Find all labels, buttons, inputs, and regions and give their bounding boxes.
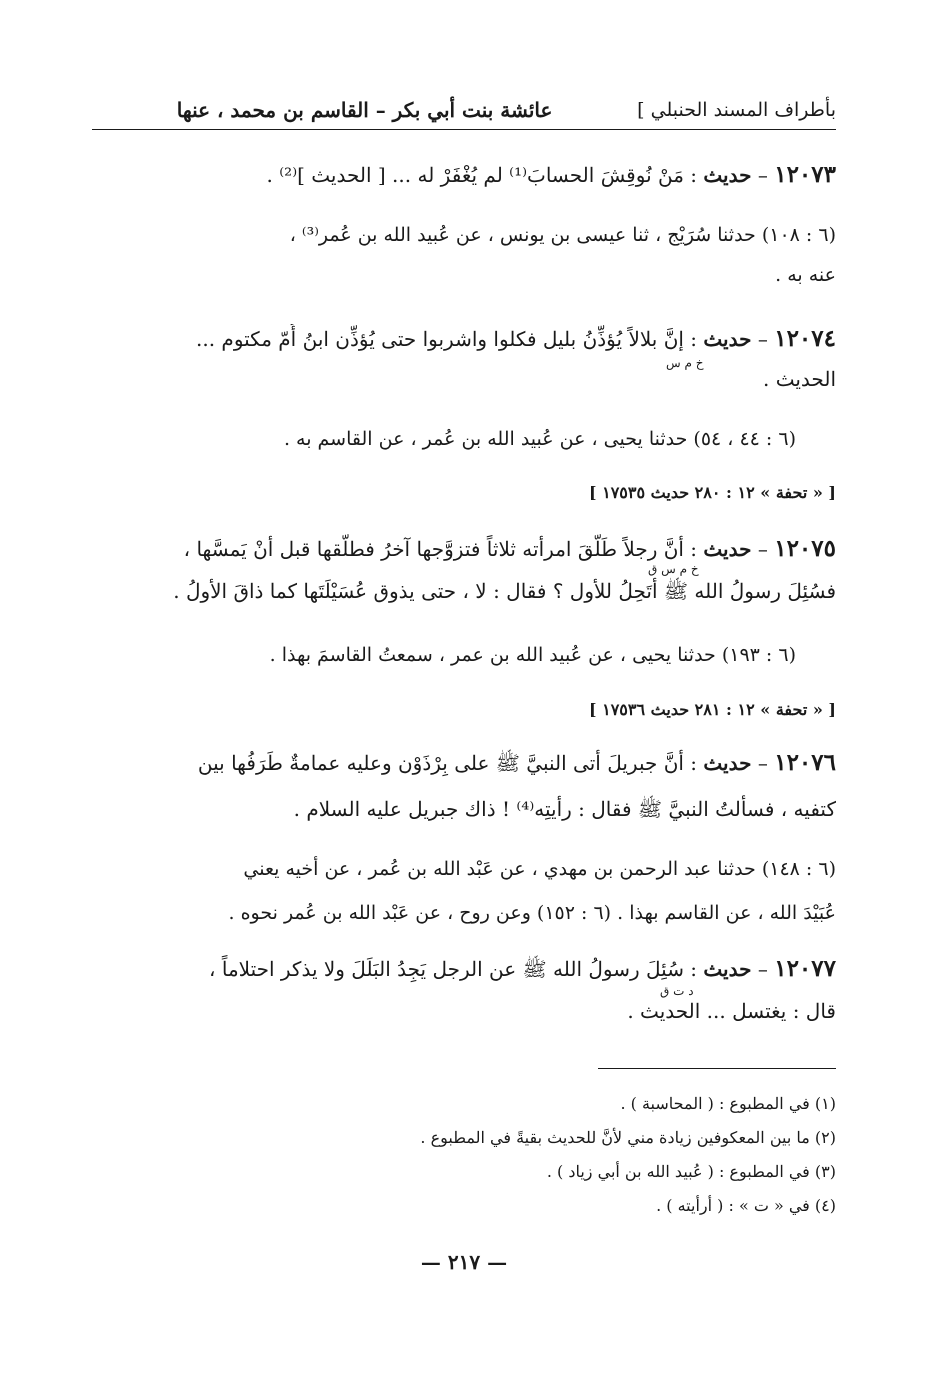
header-rule — [92, 129, 836, 130]
entry-12075-tuhfa-ref: [ « تحفة » ١٢ : ٢٨١ حديث ١٧٥٣٦ ] — [588, 700, 836, 719]
hadith-number: ١٢٠٧٥ — [774, 535, 836, 562]
hadith-label: حديث — [703, 537, 752, 561]
entry-12074-line-1: ١٢٠٧٤ – حديث : إنَّ بلالاً يُؤذِّنُ بليل فكلوا واشربوا حتى يُؤذِّن ابنُ أُمّ مكتوم ... — [196, 325, 836, 352]
hadith-label: حديث — [703, 163, 752, 187]
hadith-text: أنَّ جبريلَ أتى النبيَّ ﷺ على بِرْذَوْن وعليه عمامةٌ طَرَفُها بين — [197, 751, 684, 775]
hadith-text: أنَّ رجلاً طَلَّقَ امرأته ثلاثاً فتزوَّجها آخرُ فطلّقها قبل أنْ يَمسَّها ، — [183, 537, 684, 561]
entry-12076-line-2: كتفيه ، فسألتُ النبيَّ ﷺ فقال : رأيتِه⁽⁴⁾ ! ذاك جبريل عليه السلام . — [293, 797, 836, 821]
entry-12073-source-2: عنه به . — [775, 264, 836, 286]
entry-12076-source-1: (٦ : ١٤٨) حدثنا عبد الرحمن بن مهدي ، عن عَبْد الله بن عُمر ، عن أخيه يعني — [243, 858, 836, 880]
entry-12074-tuhfa-ref: [ « تحفة » ١٢ : ٢٨٠ حديث ١٧٥٣٥ ] — [588, 483, 836, 502]
footnote-2: (٢) ما بين المعكوفين زيادة مني لأنَّ للحديث بقيةً في المطبوع . — [420, 1128, 836, 1147]
hadith-label: حديث — [703, 957, 752, 981]
entry-12075-source-1: (٦ : ١٩٣) حدثنا يحيى ، عن عُبيد الله بن عمر ، سمعتُ القاسمَ بهذا . — [269, 644, 796, 666]
footnote-rule — [598, 1068, 836, 1069]
header-right-title: بأطراف المسند الحنبلي ] — [637, 99, 836, 121]
hadith-siglum: د ت ق — [660, 984, 694, 998]
hadith-siglum: خ م س — [666, 356, 704, 370]
hadith-text: إنَّ بلالاً يُؤذِّنُ بليل فكلوا واشربوا حتى يُؤذِّن ابنُ أُمّ مكتوم ... — [196, 327, 684, 351]
entry-12073-source-1: (٦ : ١٠٨) حدثنا سُرَيْج ، ثنا عيسى بن يونس ، عن عُبيد الله بن عُمر⁽³⁾ ، — [289, 224, 836, 246]
hadith-number: ١٢٠٧٧ — [774, 955, 836, 982]
footnote-1: (١) في المطبوع : ( المحاسبة ) . — [620, 1094, 836, 1113]
hadith-text: سُئِلَ رسولُ الله ﷺ عن الرجل يَجِدُ البَلَلَ ولا يذكر احتلاماً ، — [209, 957, 684, 981]
hadith-siglum: خ م س ق — [648, 562, 699, 576]
hadith-number: ١٢٠٧٦ — [774, 749, 836, 776]
hadith-text: مَنْ نُوقِشَ الحسابَ⁽¹⁾ لم يُغْفَرْ له ... [ الحديث ]⁽²⁾ . — [266, 163, 684, 187]
page-number: — ٢١٧ — — [420, 1250, 508, 1274]
entry-12074-source-1: (٦ : ٤٤ ، ٥٤) حدثنا يحيى ، عن عُبيد الله بن عُمر ، عن القاسم به . — [283, 428, 796, 450]
entry-12075-line-2: فسُئِلَ رسولُ الله ﷺ أتَحِلُ للأول ؟ فقال : لا ، حتى يذوق عُسَيْلَتَها كما ذاقَ الأولُ . — [173, 579, 836, 603]
footnote-3: (٣) في المطبوع : ( عُبيد الله بن أبي زياد ) . — [546, 1162, 836, 1181]
hadith-number: ١٢٠٧٣ — [774, 161, 836, 188]
entry-12073-line-1: ١٢٠٧٣ – حديث : مَنْ نُوقِشَ الحسابَ⁽¹⁾ لم يُغْفَرْ له ... [ الحديث ]⁽²⁾ . — [266, 161, 836, 188]
running-header — [92, 92, 836, 128]
entry-12074-line-2: الحديث . — [763, 367, 836, 391]
header-center-title: عائشة بنت أبي بكر – القاسم بن محمد ، عنها — [176, 98, 553, 122]
entry-12077-line-1: ١٢٠٧٧ – حديث : سُئِلَ رسولُ الله ﷺ عن الرجل يَجِدُ البَلَلَ ولا يذكر احتلاماً ، — [209, 955, 836, 982]
hadith-label: حديث — [703, 327, 752, 351]
entry-12076-source-2: عُبَيْدَ الله ، عن القاسم بهذا . (٦ : ١٥٢) وعن روح ، عن عَبْد الله بن عُمر نحوه . — [228, 902, 836, 924]
hadith-label: حديث — [703, 751, 752, 775]
entry-12076-line-1: ١٢٠٧٦ – حديث : أنَّ جبريلَ أتى النبيَّ ﷺ على بِرْذَوْن وعليه عمامةٌ طَرَفُها بين — [197, 749, 836, 776]
entry-12075-line-1: ١٢٠٧٥ – حديث : أنَّ رجلاً طَلَّقَ امرأته ثلاثاً فتزوَّجها آخرُ فطلّقها قبل أنْ يَمسَّها ، — [183, 535, 836, 562]
entry-12077-line-2: قال : يغتسل ... الحديث . — [627, 999, 836, 1023]
hadith-number: ١٢٠٧٤ — [774, 325, 836, 352]
footnote-4: (٤) في « ت » : ( أرأيته ) . — [656, 1196, 836, 1215]
